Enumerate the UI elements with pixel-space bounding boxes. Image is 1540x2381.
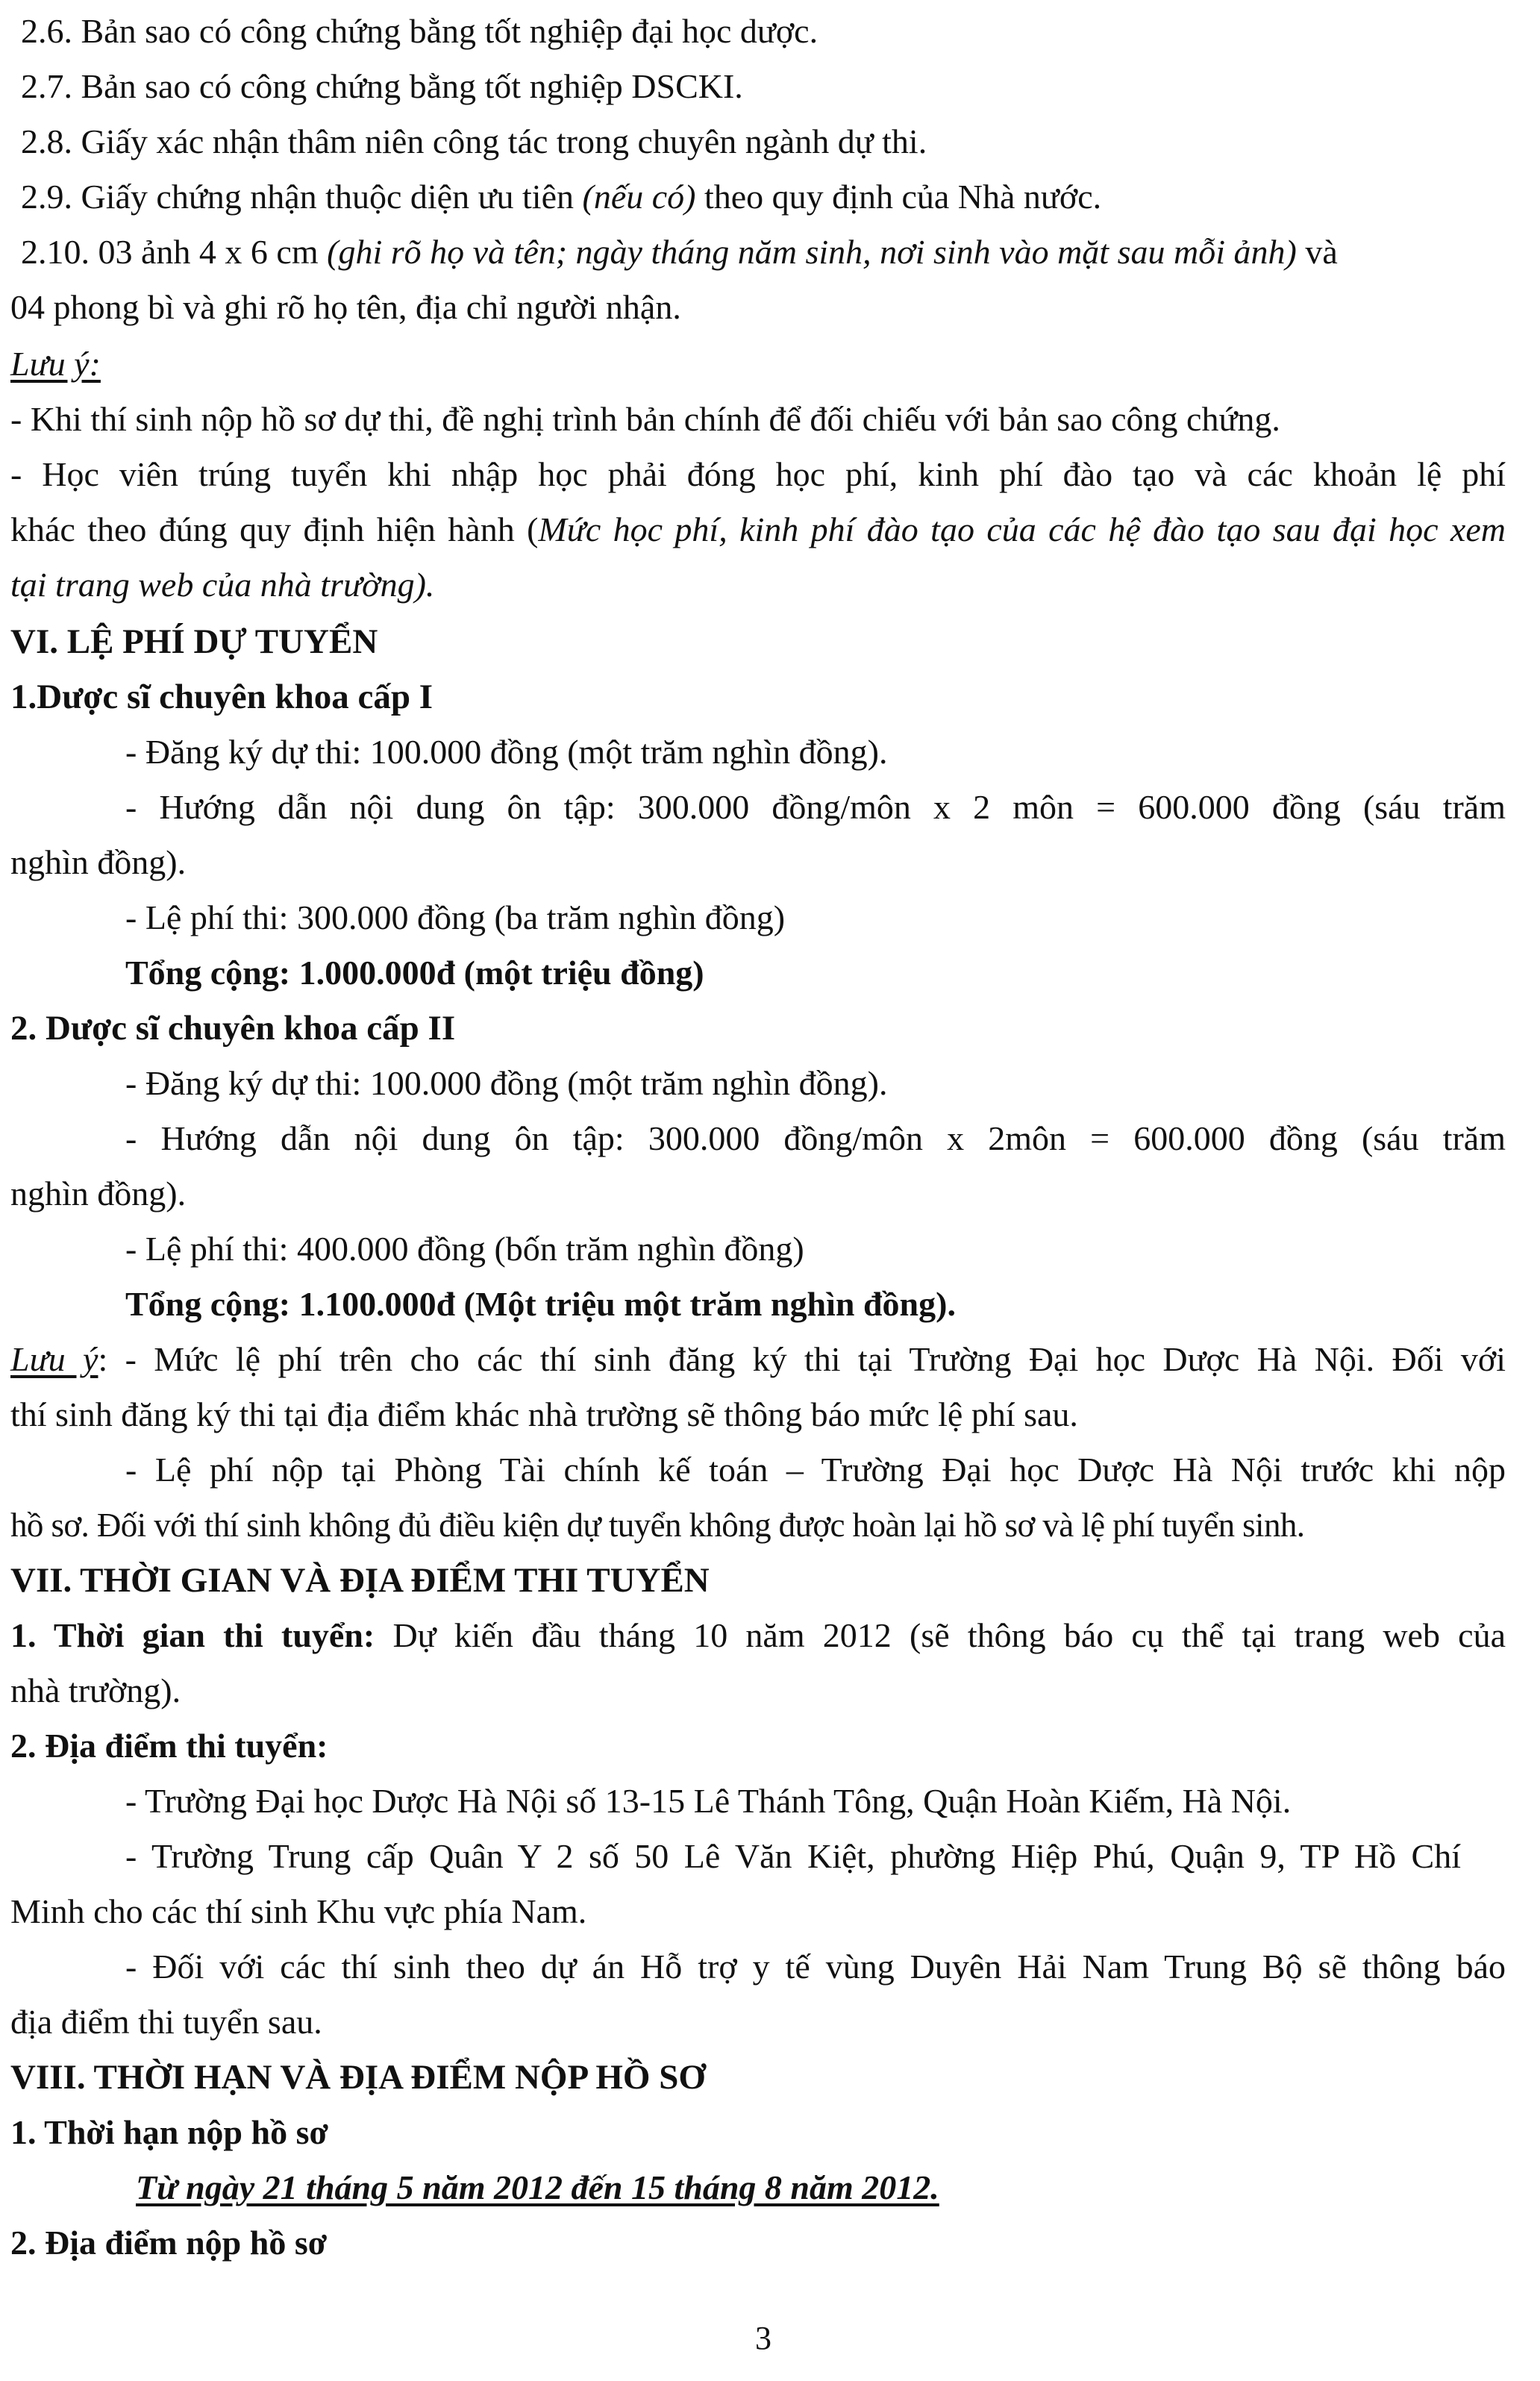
item-2-10-cont: 04 phong bì và ghi rõ họ tên, địa chỉ người nhận. <box>10 288 681 326</box>
note-line-4: tại trang web của nhà trường). <box>10 566 435 604</box>
deadline-text: Từ ngày 21 tháng 5 năm 2012 đến 15 tháng 8 năm 2012. <box>136 2168 939 2206</box>
note-label: Lưu ý: <box>10 345 101 383</box>
ck1-title: 1.Dược sĩ chuyên khoa cấp I <box>10 678 433 716</box>
ck2-line-3: nghìn đồng). <box>10 1174 187 1213</box>
ck2-title: 2. Dược sĩ chuyên khoa cấp II <box>10 1009 456 1048</box>
ck1-total: Tổng cộng: 1.000.000đ (một triệu đồng) <box>125 954 704 992</box>
ck2-line-1: - Đăng ký dự thi: 100.000 đồng (một trăm nghìn đồng). <box>125 1064 888 1102</box>
ck2-total: Tổng cộng: 1.100.000đ (Một triệu một trăm nghìn đồng). <box>125 1285 956 1323</box>
item-2-6: 2.6. Bản sao có công chứng bằng tốt nghiệp đại học dược. <box>21 12 818 50</box>
fee-note-line-2: thí sinh đăng ký thi tại địa điểm khác nhà trường sẽ thông báo mức lệ phí sau. <box>10 1395 1078 1433</box>
ck1-line-3: nghìn đồng). <box>10 843 187 881</box>
fee-note-label: Lưu ý <box>10 1340 98 1378</box>
fee-note-line-1 <box>10 1339 1506 1380</box>
ck1-line-4: - Lệ phí thi: 300.000 đồng (ba trăm nghìn đồng) <box>125 898 786 936</box>
fee-note-line-3: - Lệ phí nộp tại Phòng Tài chính kế toán – Trường Đại học Dược Hà Nội trước khi nộp <box>125 1451 1506 1489</box>
ck2-line-2: - Hướng dẫn nội dung ôn tập: 300.000 đồng/môn x 2môn = 600.000 đồng (sáu trăm <box>125 1119 1506 1157</box>
section-vi-title: VI. LỆ PHÍ DỰ TUYỂN <box>10 622 378 661</box>
exam-place-1: - Trường Đại học Dược Hà Nội số 13-15 Lê Thánh Tông, Quận Hoàn Kiếm, Hà Nội. <box>125 1782 1292 1820</box>
exam-place-3-cont: địa điểm thi tuyển sau. <box>10 2003 322 2041</box>
note-line-3-italic: Mức học phí, kinh phí đào tạo của các hệ đào tạo sau đại học xem <box>538 510 1506 548</box>
ck1-line-1: - Đăng ký dự thi: 100.000 đồng (một trăm nghìn đồng). <box>125 733 888 771</box>
item-2-9 <box>21 176 1101 218</box>
note-line-2: - Học viên trúng tuyển khi nhập học phải đóng học phí, kinh phí đào tạo và các khoản lệ phí <box>10 455 1506 493</box>
exam-time-cont: nhà trường). <box>10 1671 181 1709</box>
deadline-label: 1. Thời hạn nộp hồ sơ <box>10 2113 328 2151</box>
exam-time <box>10 1615 1506 1656</box>
fee-note-line-4: hồ sơ. Đối với thí sinh không đủ điều kiện dự tuyển không được hoàn lại hồ sơ và lệ phí tuyển sinh. <box>10 1506 1305 1544</box>
ck1-line-2: - Hướng dẫn nội dung ôn tập: 300.000 đồng/môn x 2 môn = 600.000 đồng (sáu trăm <box>125 788 1506 826</box>
item-2-10-text: 2.10. 03 ảnh 4 x 6 cm <box>21 233 328 271</box>
item-2-9-tail: theo quy định của Nhà nước. <box>695 178 1102 216</box>
item-2-8: 2.8. Giấy xác nhận thâm niên công tác trong chuyên ngành dự thi. <box>21 122 927 160</box>
section-vii-title: VII. THỜI GIAN VÀ ĐỊA ĐIỂM THI TUYỂN <box>10 1561 710 1600</box>
note-line-1: - Khi thí sinh nộp hồ sơ dự thi, đề nghị trình bản chính để đối chiếu với bản sao công chứng. <box>10 400 1280 438</box>
note-line-3 <box>10 509 1506 551</box>
exam-time-text: Dự kiến đầu tháng 10 năm 2012 (sẽ thông báo cụ thể tại trang web của <box>375 1616 1506 1654</box>
item-2-10-tail: và <box>1296 233 1338 271</box>
exam-place-2: - Trường Trung cấp Quân Y 2 số 50 Lê Văn Kiệt, phường Hiệp Phú, Quận 9, TP Hồ Chí <box>125 1837 1461 1875</box>
page-number: 3 <box>755 2320 771 2356</box>
fee-note-text: : - Mức lệ phí trên cho các thí sinh đăng ký thi tại Trường Đại học Dược Hà Nội. Đối với <box>98 1340 1506 1378</box>
item-2-10 <box>21 231 1338 273</box>
item-2-10-italic: (ghi rõ họ và tên; ngày tháng năm sinh, nơi sinh vào mặt sau mỗi ảnh) <box>327 233 1297 271</box>
exam-place-2-cont: Minh cho các thí sinh Khu vực phía Nam. <box>10 1892 587 1930</box>
item-2-9-text: 2.9. Giấy chứng nhận thuộc diện ưu tiên <box>21 178 583 216</box>
section-viii-title: VIII. THỜI HẠN VÀ ĐỊA ĐIỂM NỘP HỒ SƠ <box>10 2058 706 2097</box>
item-2-7: 2.7. Bản sao có công chứng bằng tốt nghiệp DSCKI. <box>21 67 743 105</box>
exam-time-label: 1. Thời gian thi tuyển: <box>10 1616 375 1654</box>
note-line-3-text: khác theo đúng quy định hiện hành ( <box>10 510 539 548</box>
exam-place-3: - Đối với các thí sinh theo dự án Hỗ trợ y tế vùng Duyên Hải Nam Trung Bộ sẽ thông báo <box>125 1947 1506 1986</box>
exam-place-label: 2. Địa điểm thi tuyển: <box>10 1727 328 1765</box>
submission-place-label: 2. Địa điểm nộp hồ sơ <box>10 2224 328 2262</box>
item-2-9-italic: (nếu có) <box>582 178 696 216</box>
ck2-line-4: - Lệ phí thi: 400.000 đồng (bốn trăm nghìn đồng) <box>125 1230 804 1268</box>
